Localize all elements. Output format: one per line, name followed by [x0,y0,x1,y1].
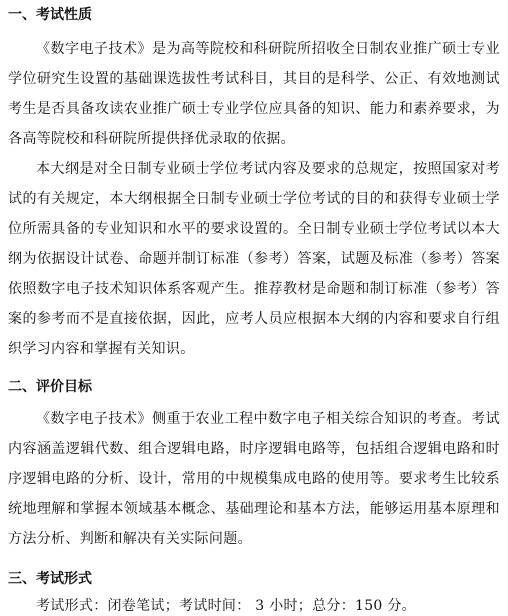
paragraph-nature-purpose: 《数字电子技术》是为高等院校和科研院所招收全日制农业推广硕士专业学位研究生设置的基础课选拔性考试科目，其目的是科学、公正、有效地测试考生是否具备攻读农业推广硕士专业学位应具备的知识、能力和素养要求，为各高等院校和科研院所提供择优录取的依据。 [8,41,500,147]
section-heading-exam-format: 三、考试形式 [8,571,92,587]
exam-format-line: 考试形式：闭卷笔试；考试时间： 3 小时；总分：150 分。 [36,598,416,614]
paragraph-evaluation-goals: 《数字电子技术》侧重于农业工程中数字电子相关综合知识的考查。考试内容涵盖逻辑代数、组合逻辑电路，时序逻辑电路等，包括组合逻辑电路和时序逻辑电路的分析、设计，常用的中规模集成电路的使用等。要求考生比较系统地理解和掌握本领域基本概念、基础理论和基本方法，能够运用基本原理和方法分析、判断和解决有关实际问题。 [8,411,500,547]
section-heading-nature: 一、考试性质 [8,7,92,23]
paragraph-nature-outline: 本大纲是对全日制专业硕士学位考试内容及要求的总规定，按照国家对考试的有关规定，本大纲根据全日制专业硕士学位考试的目的和获得专业硕士学位所需具备的专业知识和水平的要求设置的。全日制专业硕士学位考试以本大纲为依据设计试卷、命题并制订标准（参考）答案，试题及标准（参考）答案依照数字电子技术知识体系客观产生。推荐教材是命题和制订标准（参考）答案的参考而不是直接依据，因此，应考人员应根据本大纲的内容和要求自行组织学习内容和掌握有关知识。 [8,161,500,357]
section-heading-evaluation-goals: 二、评价目标 [8,379,92,395]
